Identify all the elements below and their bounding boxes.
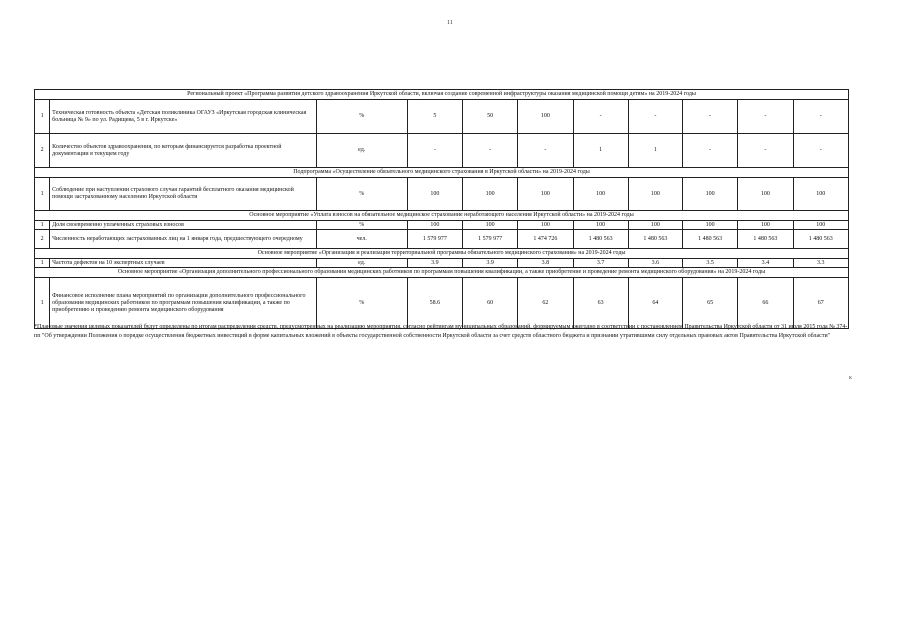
indicators-table [34, 89, 849, 329]
value-cell: 3.3 [793, 259, 848, 268]
value-cell: 1 [573, 134, 628, 168]
row-number: 1 [35, 259, 50, 268]
value-cell: - [793, 134, 848, 168]
section-title: Подпрограмма «Осуществление обязательного медицинского страхования в Иркутской области» на 2019-2024 годы [35, 168, 849, 178]
section-title: Региональный проект «Программа развития детского здравоохранения Иркутской области, включая создание современной инфраструктуры оказания медицинской помощи детям» на 2019-2024 годы [35, 90, 849, 100]
value-cell: 1 480 563 [793, 230, 848, 249]
indicator-name: Частота дефектов на 10 экспертных случаев [50, 259, 317, 268]
value-cell: 1 480 563 [573, 230, 628, 249]
value-cell: 5 [407, 100, 462, 134]
value-cell: - [738, 100, 793, 134]
value-cell: 3.7 [573, 259, 628, 268]
value-cell: 100 [682, 221, 737, 230]
indicator-name: Количество объектов здравоохранения, по которым финансируется разработка проектной документации в текущем году [50, 134, 317, 168]
section-header-row [35, 268, 849, 278]
table-row [35, 134, 849, 168]
value-cell: - [573, 100, 628, 134]
table-row [35, 100, 849, 134]
value-cell: 100 [518, 100, 573, 134]
value-cell: 50 [463, 100, 518, 134]
unit-cell: % [316, 100, 407, 134]
value-cell: 100 [793, 178, 848, 211]
value-cell: 60 [463, 278, 518, 329]
value-cell: 100 [738, 178, 793, 211]
section-header-row [35, 90, 849, 100]
table-row [35, 230, 849, 249]
table-row [35, 259, 849, 268]
value-cell: 3.6 [628, 259, 682, 268]
value-cell: 100 [573, 178, 628, 211]
unit-cell: % [316, 178, 407, 211]
corner-mark: к [849, 375, 852, 381]
section-title: Основное мероприятие «Организация дополнительного профессионального образования медицинских работников по программам повышения квалификации, а также приобретение и проведение ремонта медицинского оборудования» на 2019-2024 годы [35, 268, 849, 278]
value-cell: 100 [463, 221, 518, 230]
value-cell: 3.5 [682, 259, 737, 268]
indicator-name: Соблюдение при наступлении страхового случая гарантий бесплатного оказания медицинской помощи застрахованному населению Иркутской области [50, 178, 317, 211]
value-cell: - [628, 100, 682, 134]
value-cell: 1 [628, 134, 682, 168]
row-number: 1 [35, 221, 50, 230]
section-header-row [35, 168, 849, 178]
row-number: 1 [35, 278, 50, 329]
value-cell: 3.8 [518, 259, 573, 268]
value-cell: 1 474 726 [518, 230, 573, 249]
value-cell: 100 [463, 178, 518, 211]
unit-cell: % [316, 278, 407, 329]
row-number: 1 [35, 178, 50, 211]
value-cell: 62 [518, 278, 573, 329]
value-cell: 64 [628, 278, 682, 329]
value-cell: 66 [738, 278, 793, 329]
unit-cell: чел. [316, 230, 407, 249]
row-number: 2 [35, 230, 50, 249]
value-cell: 100 [407, 221, 462, 230]
value-cell: 1 480 563 [682, 230, 737, 249]
value-cell: 58.6 [407, 278, 462, 329]
value-cell: - [518, 134, 573, 168]
section-header-row [35, 249, 849, 259]
value-cell: 1 579 977 [407, 230, 462, 249]
value-cell: 3.9 [407, 259, 462, 268]
value-cell: 100 [518, 178, 573, 211]
value-cell: 100 [793, 221, 848, 230]
indicator-name: Численность неработающих застрахованных лиц на 1 января года, предшествующего очередному [50, 230, 317, 249]
table-row [35, 178, 849, 211]
indicator-name: Доля своевременно уплаченных страховых взносов [50, 221, 317, 230]
value-cell: 65 [682, 278, 737, 329]
table-row [35, 278, 849, 329]
section-title: Основное мероприятие «Уплата взносов на обязательное медицинское страхование неработающего населения Иркутской области» на 2019-2024 годы [35, 211, 849, 221]
value-cell: - [682, 100, 737, 134]
value-cell: - [738, 134, 793, 168]
value-cell: - [407, 134, 462, 168]
value-cell: 100 [518, 221, 573, 230]
footnote: *Плановые значения целевых показателей будут определены по итогам распределения средств, предусмотренных на реализацию мероприятия, согласно рейтингам муниципальных образований, формируемым ежегодно в соответствии с постановлением Правительства Иркутской области от 31 июля 2015 года № 374-пп "Об утверждении Положения о порядке осуществления бюджетных инвестиций в форме капитальных вложений в объекты государственной собственности Иркутской области за счет средств областного бюджета и признании утратившими силу отдельных правовых актов Правительства Иркутской области" [34, 324, 848, 339]
row-number: 1 [35, 100, 50, 134]
row-number: 2 [35, 134, 50, 168]
value-cell: 67 [793, 278, 848, 329]
value-cell: 1 579 977 [463, 230, 518, 249]
value-cell: 3.9 [463, 259, 518, 268]
page-number: 11 [447, 20, 453, 26]
value-cell: 100 [407, 178, 462, 211]
value-cell: 100 [738, 221, 793, 230]
unit-cell: ед. [316, 259, 407, 268]
value-cell: 3.4 [738, 259, 793, 268]
value-cell: 1 480 563 [738, 230, 793, 249]
value-cell: 100 [682, 178, 737, 211]
unit-cell: ед. [316, 134, 407, 168]
table-row [35, 221, 849, 230]
value-cell: 100 [573, 221, 628, 230]
unit-cell: % [316, 221, 407, 230]
section-header-row [35, 211, 849, 221]
indicator-name: Финансовое исполнение плана мероприятий по организации дополнительного профессионального образования медицинских работников по программам повышения квалификации, а также по приобретению и проведению ремонта медицинского оборудования [50, 278, 317, 329]
value-cell: - [463, 134, 518, 168]
indicator-name: Техническая готовность объекта «Детская поликлиника ОГАУЗ «Иркутская городская клиническая больница № 9» по ул. Радищева, 5 в г. Иркутске» [50, 100, 317, 134]
value-cell: - [682, 134, 737, 168]
value-cell: 1 480 563 [628, 230, 682, 249]
value-cell: - [793, 100, 848, 134]
value-cell: 63 [573, 278, 628, 329]
section-title: Основное мероприятие «Организация и реализация территориальной программы обязательного медицинского страхования» на 2019-2024 годы [35, 249, 849, 259]
value-cell: 100 [628, 178, 682, 211]
value-cell: 100 [628, 221, 682, 230]
